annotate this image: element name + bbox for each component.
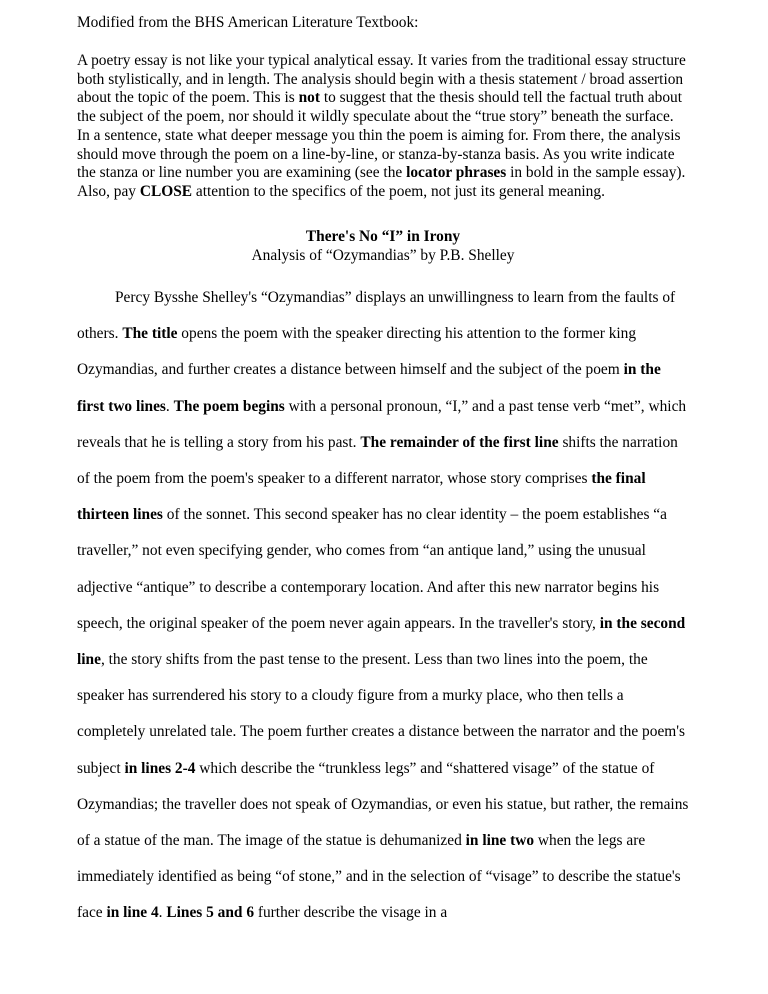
essay-locator-phrase: in line two: [465, 832, 535, 850]
essay-text-run: opens the poem with the speaker directing his attention to the former king Ozymandias, and further creates a distance between himself and the subject of the poem: [77, 325, 637, 379]
essay-body-paragraph: [77, 280, 689, 932]
essay-locator-phrase: in the second line: [77, 614, 686, 669]
instructions-text-run: A poetry essay is not like your typical analytical essay. It varies from the traditional essay structure both stylistically, and in length. The analysis should begin with a thesis statement / broad assertion about the topic of the poem. This is: [77, 52, 686, 107]
essay-locator-phrase: in lines 2-4: [124, 759, 196, 777]
essay-locator-phrase: The poem begins: [173, 397, 285, 415]
essay-text-run: of the sonnet. This second speaker has no clear identity – the poem establishes “a traveller,” not even specifying gender, who comes from “an antique land,” using the unusual adjective “antique” to describe a contemporary location. And after this new narrator begins his speech, the original speaker of the poem never again appears. In the traveller's story,: [77, 506, 667, 632]
instructions-locator-phrase: locator phrases: [406, 164, 507, 182]
essay-text-run: .: [165, 397, 174, 415]
essay-text-run: when the legs are immediately identified as being “of stone,” and in the selection of “visage” to describe the statue's face: [77, 832, 681, 922]
essay-text-run: with a personal pronoun, “I,” and a past tense verb “met”, which reveals that he is telling a story from his past.: [77, 397, 687, 451]
essay-text-run: shifts the narration of the poem from the poem's speaker to a different narrator, whose story comprises: [77, 433, 678, 488]
essay-text-run: further describe the visage in a: [254, 904, 448, 922]
essay-subtitle: Analysis of “Ozymandias” by P.B. Shelley: [251, 247, 515, 264]
essay-locator-phrase: The title: [122, 325, 178, 343]
instructions-locator-phrase: CLOSE: [139, 182, 193, 200]
essay-title: There's No “I” in Irony: [305, 228, 461, 245]
instructions-text-run: attention to the specifics of the poem, not just its general meaning.: [192, 182, 605, 200]
essay-locator-phrase: The remainder of the first line: [360, 433, 559, 451]
instructions-text-run: in bold in the sample essay). Also, pay: [77, 164, 686, 200]
instructions-locator-phrase: not: [298, 89, 320, 107]
essay-locator-phrase: in the first two lines: [77, 361, 661, 415]
essay-locator-phrase: the final thirteen lines: [77, 470, 646, 524]
essay-text-run: , the story shifts from the past tense to the present. Less than two lines into the poem, the speaker has surrendered his story to a cloudy figure from a murky place, who then tells a completely unrelated tale. The poem further creates a distance between the narrator and the poem's subject: [77, 651, 686, 777]
instructions-paragraph: [77, 52, 689, 202]
essay-text-run: Percy Bysshe Shelley's “Ozymandias” displays an unwillingness to learn from the faults of others.: [77, 289, 676, 343]
essay-text-run: .: [158, 904, 167, 922]
source-line: Modified from the BHS American Literature Textbook:: [77, 14, 419, 31]
instructions-text-run: to suggest that the thesis should tell the factual truth about the subject of the poem, nor should it wildly speculate about the “true story” beneath the surface. In a sentence, state what deeper message you thin the poem is aiming for. From there, the analysis should move through the poem on a line-by-line, or stanza-by-stanza basis. As you write indicate the stanza or line number you are examining (see the: [77, 89, 683, 182]
essay-locator-phrase: Lines 5 and 6: [166, 904, 255, 922]
essay-locator-phrase: in line 4: [106, 904, 159, 922]
essay-text-run: which describe the “trunkless legs” and “shattered visage” of the statue of Ozymandias; the traveller does not speak of Ozymandias, or even his statue, but rather, the remains of a statue of the man. The image of the statue is dehumanized: [77, 759, 689, 850]
